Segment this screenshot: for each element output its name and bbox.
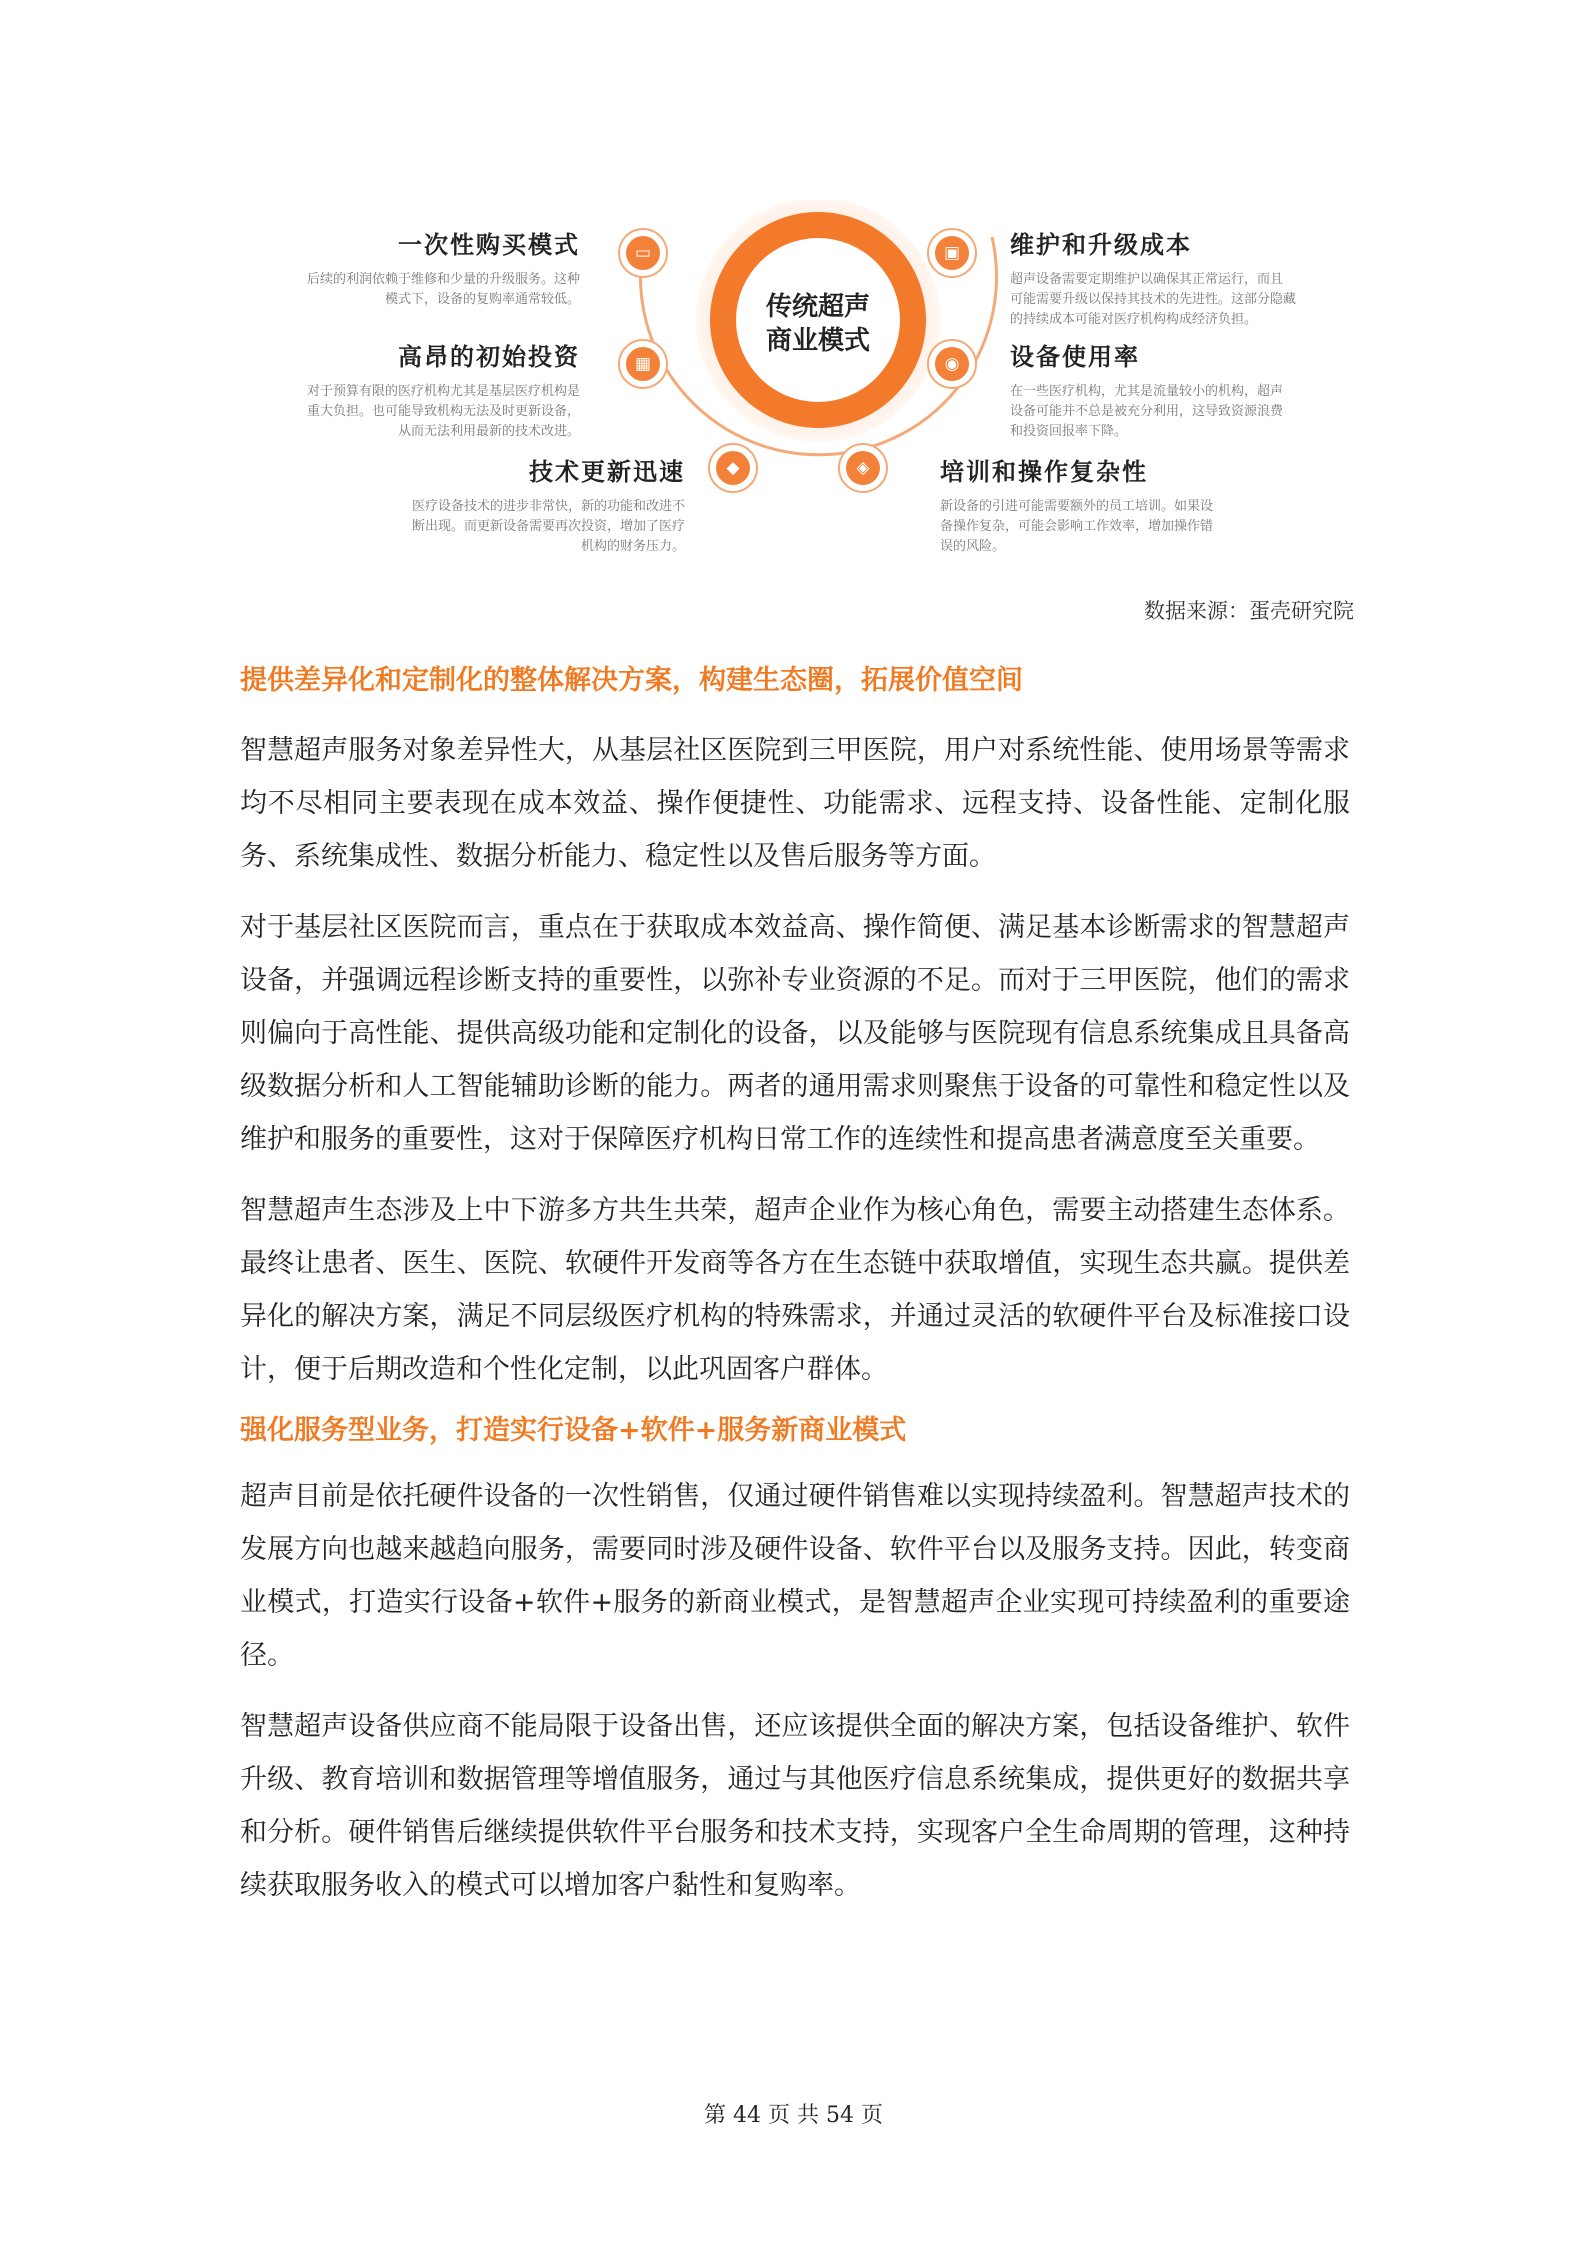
item-title: 培训和操作复杂性	[940, 458, 1148, 486]
center-title-line2: 商业模式	[765, 326, 870, 356]
item-desc: 设备可能并不总是被充分利用，这导致资源浪费	[1010, 404, 1284, 419]
item-title: 维护和升级成本	[1010, 231, 1192, 259]
grid-icon: ▣	[935, 236, 969, 270]
item-maintenance-cost	[1010, 225, 1360, 330]
main-content	[240, 660, 1350, 1912]
paragraph: 智慧超声服务对象差异性大，从基层社区医院到三甲医院，用户对系统性能、使用场景等需求均不尽相同主要表现在成本效益、操作便捷性、功能需求、远程支持、设备性能、定制化服务、系统集成性、数据分析能力、稳定性以及售后服务等方面。	[240, 735, 1350, 872]
item-desc: 从而无法利用最新的技术改进。	[397, 424, 580, 439]
item-title: 一次性购买模式	[398, 231, 580, 259]
camera-icon: ◉	[935, 347, 969, 381]
item-desc: 机构的财务压力。	[580, 539, 685, 554]
item-desc: 重大负担。也可能导致机构无法及时更新设备，	[306, 404, 580, 419]
item-one-time-purchase	[230, 225, 580, 310]
item-desc: 的持续成本可能对医疗机构构成经济负担。	[1010, 312, 1258, 327]
diamond-icon: ◆	[716, 451, 750, 485]
item-desc: 断出现。而更新设备需要再次投资，增加了医疗	[411, 519, 685, 534]
monitor-icon: ▭	[626, 236, 660, 270]
item-title: 设备使用率	[1010, 343, 1140, 371]
item-desc: 模式下，设备的复购率通常较低。	[384, 292, 580, 307]
item-title: 技术更新迅速	[529, 458, 685, 486]
item-desc: 新设备的引进可能需要额外的员工培训。如果设	[940, 499, 1214, 514]
item-title: 高昂的初始投资	[398, 343, 580, 371]
item-desc: 医疗设备技术的进步非常快，新的功能和改进不	[411, 499, 685, 514]
item-desc: 对于预算有限的医疗机构尤其是基层医疗机构是	[306, 384, 580, 399]
paragraph: 对于基层社区医院而言，重点在于获取成本效益高、操作简便、满足基本诊断需求的智慧超声设备，并强调远程诊断支持的重要性，以弥补专业资源的不足。而对于三甲医院，他们的需求则偏向于高性能、提供高级功能和定制化的设备，以及能够与医院现有信息系统集成且具备高级数据分析和人工智能辅助诊断的能力。两者的通用需求则聚焦于设备的可靠性和稳定性以及维护和服务的重要性，这对于保障医疗机构日常工作的连续性和提高患者满意度至关重要。	[240, 912, 1350, 1155]
item-utilization-rate	[1010, 337, 1360, 442]
item-desc: 后续的利润依赖于维修和少量的升级服务。这种	[306, 272, 580, 287]
paragraph: 智慧超声设备供应商不能局限于设备出售，还应该提供全面的解决方案，包括设备维护、软件升级、教育培训和数据管理等增值服务，通过与其他医疗信息系统集成，提供更好的数据共享和分析。硬件销售后继续提供软件平台服务和技术支持，实现客户全生命周期的管理，这种持续获取服务收入的模式可以增加客户黏性和复购率。	[240, 1711, 1350, 1901]
data-source: 数据来源：蛋壳研究院	[1144, 599, 1354, 623]
item-training-complexity	[940, 452, 1280, 557]
paragraph: 智慧超声生态涉及上中下游多方共生共荣，超声企业作为核心角色，需要主动搭建生态体系。最终让患者、医生、医院、软硬件开发商等各方在生态链中获取增值，实现生态共赢。提供差异化的解决方案，满足不同层级医疗机构的特殊需求，并通过灵活的软硬件平台及标准接口设计，便于后期改造和个性化定制，以此巩固客户群体。	[240, 1195, 1350, 1385]
building-icon: ▦	[626, 347, 660, 381]
item-desc: 在一些医疗机构，尤其是流量较小的机构，超声	[1010, 384, 1284, 399]
item-desc: 备操作复杂，可能会影响工作效率，增加操作错	[940, 519, 1214, 534]
item-rapid-tech-update	[315, 452, 685, 557]
item-desc: 和投资回报率下降。	[1010, 424, 1128, 439]
item-desc: 可能需要升级以保持其技术的先进性。这部分隐藏	[1010, 292, 1297, 307]
tag-icon: ◈	[846, 451, 880, 485]
center-title	[738, 290, 898, 358]
business-model-diagram	[230, 200, 1360, 570]
item-desc: 超声设备需要定期维护以确保其正常运行，而且	[1010, 272, 1284, 287]
section-title: 提供差异化和定制化的整体解决方案，构建生态圈，拓展价值空间	[240, 665, 1023, 696]
item-high-initial-investment	[230, 337, 580, 442]
section-title: 强化服务型业务，打造实行设备+软件+服务新商业模式	[240, 1415, 907, 1446]
paragraph: 超声目前是依托硬件设备的一次性销售，仅通过硬件销售难以实现持续盈利。智慧超声技术的发展方向也越来越趋向服务，需要同时涉及硬件设备、软件平台以及服务支持。因此，转变商业模式，打造实行设备+软件+服务的新商业模式，是智慧超声企业实现可持续盈利的重要途径。	[240, 1481, 1350, 1671]
center-title-line1: 传统超声	[765, 292, 870, 322]
item-desc: 误的风险。	[940, 539, 1006, 554]
page-number: 第 44 页 共 54 页	[704, 2103, 883, 2128]
